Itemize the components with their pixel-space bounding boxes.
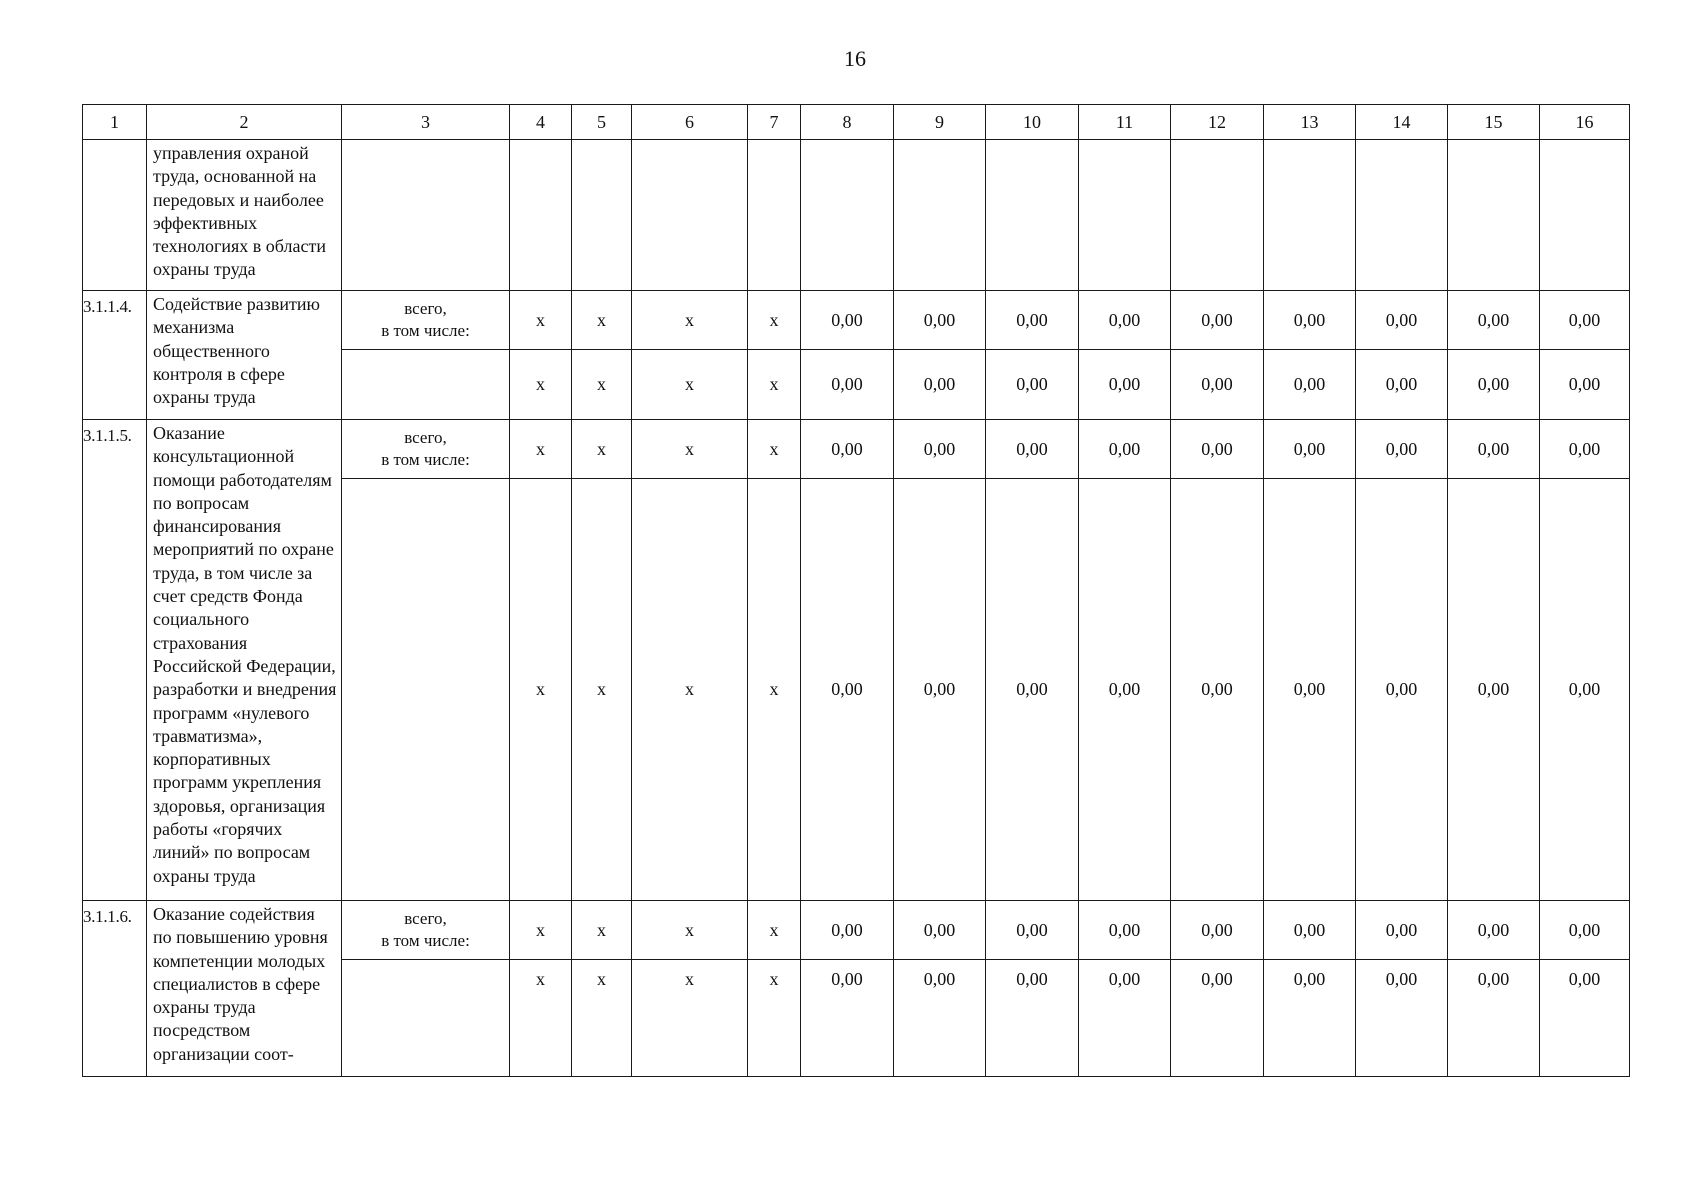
- amount-value: 0,00: [801, 901, 894, 960]
- column-number: 6: [632, 105, 748, 140]
- amount-value: 0,00: [986, 350, 1079, 420]
- amount-value: 0,00: [1079, 901, 1171, 960]
- column-number: 4: [510, 105, 572, 140]
- amount-value: 0,00: [1540, 420, 1630, 479]
- value-cell: [986, 140, 1079, 291]
- value-cell: [510, 140, 572, 291]
- table-row: [83, 420, 1630, 479]
- amount-value: 0,00: [801, 291, 894, 350]
- item-number-cell: [83, 140, 147, 291]
- column-number: 8: [801, 105, 894, 140]
- amount-value: 0,00: [1079, 960, 1171, 1077]
- x-mark: x: [510, 960, 572, 1077]
- source-cell: [342, 140, 510, 291]
- column-number: 14: [1356, 105, 1448, 140]
- x-mark: x: [510, 291, 572, 350]
- amount-value: 0,00: [1079, 350, 1171, 420]
- column-number: 3: [342, 105, 510, 140]
- amount-value: 0,00: [1171, 291, 1264, 350]
- amount-value: 0,00: [894, 291, 986, 350]
- amount-value: 0,00: [894, 901, 986, 960]
- x-mark: x: [748, 479, 801, 901]
- x-mark: x: [572, 350, 632, 420]
- x-mark: x: [748, 420, 801, 479]
- amount-value: 0,00: [1448, 350, 1540, 420]
- item-number: 3.1.1.4.: [83, 291, 147, 420]
- amount-value: 0,00: [1356, 960, 1448, 1077]
- item-description: Оказание консультационной помощи работодателям по вопросам финансирования мероприятий по охране труда, в том числе за счет средств Фонда социального страхования Российской Федерации, разработки и внедрения программ «нулевого травматизма», корпоративных программ укрепления здоровья, организация работы «горячих линий» по вопросам охраны труда: [147, 420, 342, 901]
- value-cell: [1079, 140, 1171, 291]
- x-mark: x: [572, 479, 632, 901]
- value-cell: [632, 140, 748, 291]
- amount-value: 0,00: [894, 479, 986, 901]
- amount-value: 0,00: [1079, 291, 1171, 350]
- amount-value: 0,00: [1356, 901, 1448, 960]
- amount-value: 0,00: [1171, 901, 1264, 960]
- amount-value: 0,00: [801, 420, 894, 479]
- x-mark: x: [510, 479, 572, 901]
- amount-value: 0,00: [1079, 420, 1171, 479]
- value-cell: [572, 140, 632, 291]
- value-cell: [1448, 140, 1540, 291]
- column-number: 16: [1540, 105, 1630, 140]
- x-mark: x: [632, 350, 748, 420]
- column-number: 7: [748, 105, 801, 140]
- program-table: [82, 104, 1630, 1077]
- column-number: 15: [1448, 105, 1540, 140]
- x-mark: x: [632, 901, 748, 960]
- value-cell: [1171, 140, 1264, 291]
- x-mark: x: [510, 420, 572, 479]
- value-cell: [748, 140, 801, 291]
- value-cell: [894, 140, 986, 291]
- amount-value: 0,00: [1171, 350, 1264, 420]
- table-row: [83, 901, 1630, 960]
- column-number: 9: [894, 105, 986, 140]
- total-label-line: в том числе:: [381, 450, 470, 469]
- amount-value: 0,00: [1264, 420, 1356, 479]
- column-number: 1: [83, 105, 147, 140]
- amount-value: 0,00: [986, 479, 1079, 901]
- total-label-line: всего,: [404, 909, 447, 928]
- amount-value: 0,00: [1171, 479, 1264, 901]
- amount-value: 0,00: [1264, 350, 1356, 420]
- column-number: 10: [986, 105, 1079, 140]
- value-cell: [1264, 140, 1356, 291]
- amount-value: 0,00: [1448, 901, 1540, 960]
- source-total-label: [342, 901, 510, 960]
- item-description: Оказание содействия по повышению уровня компетенции молодых специалистов в сфере охраны труда посредством организации соот-: [147, 901, 342, 1077]
- x-mark: x: [748, 350, 801, 420]
- amount-value: 0,00: [801, 479, 894, 901]
- amount-value: 0,00: [1356, 350, 1448, 420]
- page-number: 16: [844, 46, 866, 71]
- item-description: управления охраной труда, основанной на передовых и наиболее эффективных технологиях в области охраны труда: [147, 140, 342, 291]
- amount-value: 0,00: [1264, 291, 1356, 350]
- amount-value: 0,00: [1448, 420, 1540, 479]
- amount-value: 0,00: [986, 420, 1079, 479]
- x-mark: x: [748, 291, 801, 350]
- amount-value: 0,00: [894, 420, 986, 479]
- total-label-line: всего,: [404, 428, 447, 447]
- amount-value: 0,00: [986, 901, 1079, 960]
- amount-value: 0,00: [1448, 291, 1540, 350]
- amount-value: 0,00: [986, 291, 1079, 350]
- table-row: [83, 291, 1630, 350]
- x-mark: x: [572, 291, 632, 350]
- amount-value: 0,00: [801, 960, 894, 1077]
- column-number: 11: [1079, 105, 1171, 140]
- amount-value: 0,00: [1171, 960, 1264, 1077]
- x-mark: x: [510, 901, 572, 960]
- value-cell: [1540, 140, 1630, 291]
- amount-value: 0,00: [894, 350, 986, 420]
- x-mark: x: [632, 291, 748, 350]
- amount-value: 0,00: [1540, 350, 1630, 420]
- amount-value: 0,00: [1356, 479, 1448, 901]
- amount-value: 0,00: [1448, 960, 1540, 1077]
- value-cell: [1356, 140, 1448, 291]
- amount-value: 0,00: [1540, 479, 1630, 901]
- source-cell: [342, 960, 510, 1077]
- amount-value: 0,00: [1540, 960, 1630, 1077]
- source-total-label: [342, 291, 510, 350]
- item-description: Содействие развитию механизма общественного контроля в сфере охраны труда: [147, 291, 342, 420]
- total-label-line: в том числе:: [381, 931, 470, 950]
- source-cell: [342, 479, 510, 901]
- amount-value: 0,00: [986, 960, 1079, 1077]
- amount-value: 0,00: [1540, 291, 1630, 350]
- x-mark: x: [572, 960, 632, 1077]
- column-number: 5: [572, 105, 632, 140]
- item-number: 3.1.1.6.: [83, 901, 147, 1077]
- column-number: 12: [1171, 105, 1264, 140]
- amount-value: 0,00: [1540, 901, 1630, 960]
- column-number-row: [83, 105, 1630, 140]
- amount-value: 0,00: [801, 350, 894, 420]
- x-mark: x: [748, 960, 801, 1077]
- x-mark: x: [572, 420, 632, 479]
- total-label-line: всего,: [404, 299, 447, 318]
- amount-value: 0,00: [1171, 420, 1264, 479]
- amount-value: 0,00: [1264, 479, 1356, 901]
- source-cell: [342, 350, 510, 420]
- value-cell: [801, 140, 894, 291]
- x-mark: x: [632, 420, 748, 479]
- column-number: 2: [147, 105, 342, 140]
- amount-value: 0,00: [894, 960, 986, 1077]
- amount-value: 0,00: [1264, 901, 1356, 960]
- amount-value: 0,00: [1356, 420, 1448, 479]
- table-row: [83, 140, 1630, 291]
- x-mark: x: [510, 350, 572, 420]
- x-mark: x: [632, 960, 748, 1077]
- source-total-label: [342, 420, 510, 479]
- x-mark: x: [748, 901, 801, 960]
- x-mark: x: [632, 479, 748, 901]
- amount-value: 0,00: [1448, 479, 1540, 901]
- x-mark: x: [572, 901, 632, 960]
- amount-value: 0,00: [1264, 960, 1356, 1077]
- column-number: 13: [1264, 105, 1356, 140]
- amount-value: 0,00: [1356, 291, 1448, 350]
- total-label-line: в том числе:: [381, 321, 470, 340]
- amount-value: 0,00: [1079, 479, 1171, 901]
- item-number: 3.1.1.5.: [83, 420, 147, 901]
